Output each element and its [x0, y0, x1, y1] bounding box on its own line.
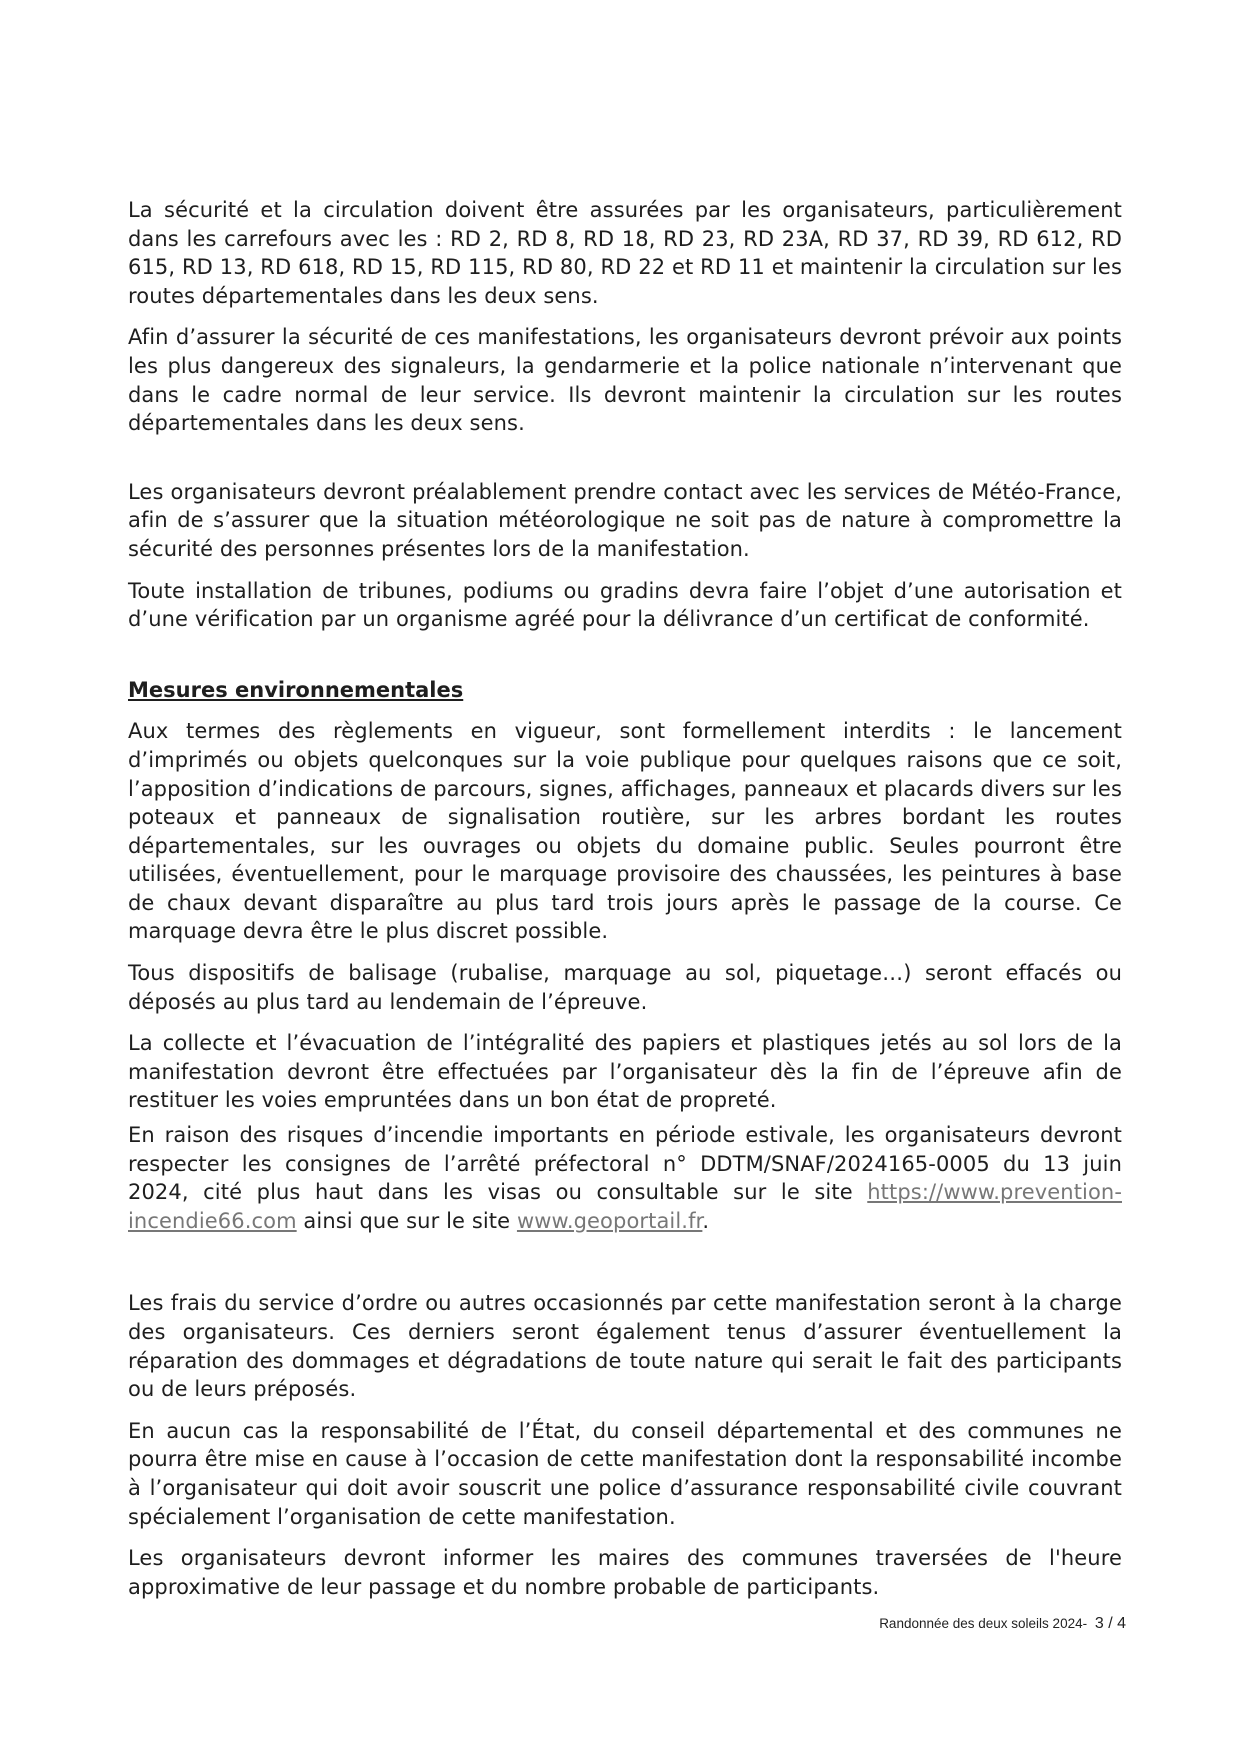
geoportail-link[interactable]: www.geoportail.fr [516, 1208, 703, 1233]
footer-page-number: 3 / 4 [1094, 1615, 1126, 1632]
fire-risk-text-1: En raison des risques d’incendie importants en période estivale, les organisateurs devront respecter les consignes de l’arrêté préfectoral n° DDTM/SNAF/2024165-0005 du 13 juin 2024, cité plus haut dans les visas ou consultable sur le site [128, 1123, 1122, 1205]
fire-risk-text-2: ainsi que sur le site [296, 1208, 517, 1233]
paragraph-costs: Les frais du service d’ordre ou autres occasionnés par cette manifestation seront à la charge des organisateurs. Ces derniers seront également tenus d’assurer éventuellement la réparation des dommages et dégradations de toute nature qui serait le fait des participants ou de leurs préposés. [128, 1291, 1122, 1402]
section-heading-environment: Mesures environnementales [128, 677, 464, 702]
paragraph-mayors: Les organisateurs devront informer les maires des communes traversées de l'heure approximative de leur passage et du nombre probable de participants. [128, 1546, 1122, 1599]
paragraph-prohibitions: Aux termes des règlements en vigueur, sont formellement interdits : le lancement d’imprimés ou objets quelconques sur la voie publique pour quelques raisons que ce soit, l’apposition d’indications de parcours, signes, affichages, panneaux et placards divers sur les poteaux et panneaux de signalisation routière, sur les arbres bordant les routes départementales, sur les ouvrages ou objets du domaine public. Seules pourront être utilisées, éventuellement, pour le marquage provisoire des chaussées, les peintures à base de chaux devant disparaître au plus tard trois jours après le passage de la course. Ce marquage devra être le plus discret possible. [128, 719, 1122, 944]
paragraph-traffic-safety: La sécurité et la circulation doivent être assurées par les organisateurs, particulièrement dans les carrefours avec les : RD 2, RD 8, RD 18, RD 23, RD 23A, RD 37, RD 39, RD 612, RD 615, RD 13, RD 618, RD 15, RD 115, RD 80, RD 22 et RD 11 et maintenir la circulation sur les routes départementales dans les deux sens. [128, 198, 1122, 308]
paragraph-signalers: Afin d’assurer la sécurité de ces manifestations, les organisateurs devront prévoir aux points les plus dangereux des signaleurs, la gendarmerie et la police nationale n’intervenant que dans le cadre normal de leur service. Ils devront maintenir la circulation sur les routes départementales dans les deux sens. [128, 325, 1122, 436]
footer-doc-title: Randonnée des deux soleils 2024- [879, 1616, 1088, 1631]
paragraph-fire-risk [128, 1121, 1122, 1235]
page-footer [879, 1615, 1126, 1633]
paragraph-balisage: Tous dispositifs de balisage (rubalise, marquage au sol, piquetage…) seront effacés ou déposés au plus tard au lendemain de l’épreuve. [128, 961, 1122, 1014]
paragraph-meteo-france: Les organisateurs devront préalablement prendre contact avec les services de Météo-France, afin de s’assurer que la situation météorologique ne soit pas de nature à compromettre la sécurité des personnes présentes lors de la manifestation. [128, 479, 1122, 561]
paragraph-liability: En aucun cas la responsabilité de l’État, du conseil départemental et des communes ne pourra être mise en cause à l’occasion de cette manifestation dont la responsabilité incombe à l’organisateur qui doit avoir souscrit une police d’assurance responsabilité civile couvrant spécialement l’organisation de cette manifestation. [128, 1418, 1122, 1529]
paragraph-waste-collection: La collecte et l’évacuation de l’intégralité des papiers et plastiques jetés au sol lors de la manifestation devront être effectuées par l’organisateur dès la fin de l’épreuve afin de restituer les voies empruntées dans un bon état de propreté. [128, 1031, 1122, 1113]
document-body [128, 196, 1122, 1601]
paragraph-tribunes: Toute installation de tribunes, podiums ou gradins devra faire l’objet d’une autorisation et d’une vérification par un organisme agréé pour la délivrance d’un certificat de conformité. [128, 578, 1122, 632]
fire-risk-text-3: . [702, 1208, 710, 1233]
prevention-incendie-link[interactable]: https://www.prevention-incendie66.com [128, 1180, 1122, 1233]
